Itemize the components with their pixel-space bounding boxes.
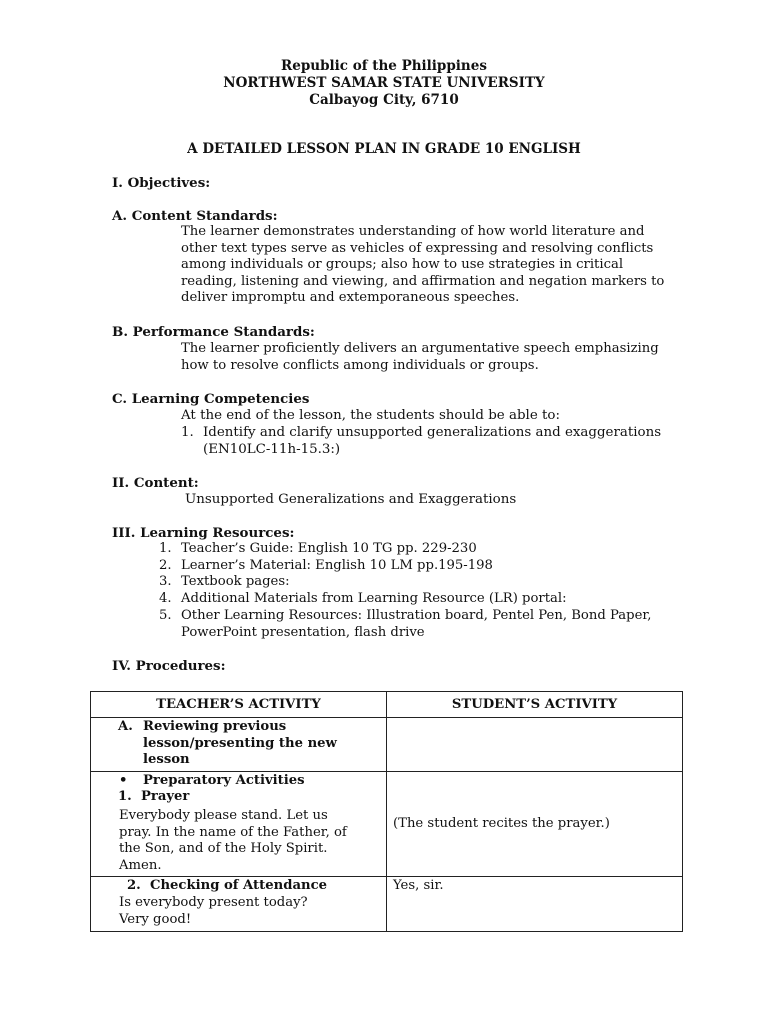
preparatory-activities — [118, 773, 382, 790]
prayer-line: Amen. — [119, 857, 162, 873]
content-standards-line: among individuals or groups; also how to use strategies in critical — [181, 257, 624, 272]
objectives-heading: I. Objectives: — [112, 175, 211, 191]
header-city: Calbayog City, 6710 — [309, 92, 459, 108]
content-standards-line: other text types serve as vehicles of expressing and resolving conflicts — [181, 240, 654, 256]
performance-standards-line: how to resolve conflicts among individuals or groups. — [181, 357, 539, 373]
resource-text: Other Learning Resources: Illustration board, Pentel Pen, Bond Paper, — [181, 607, 652, 623]
resource-text-continued: PowerPoint presentation, flash drive — [181, 624, 425, 640]
row-a-line: lesson — [143, 752, 190, 768]
learning-competencies-intro: At the end of the lesson, the students should be able to: — [181, 408, 560, 423]
procedures-table — [90, 691, 683, 932]
list-number: 4. — [159, 591, 172, 607]
student-cell — [387, 771, 683, 877]
table-row — [91, 718, 683, 772]
row-a-line: Reviewing previous — [143, 719, 287, 734]
list-item — [159, 574, 679, 591]
procedures-heading: IV. Procedures: — [112, 658, 226, 674]
list-item — [159, 558, 679, 575]
row-a-line: lesson/presenting the new — [143, 735, 337, 751]
student-cell — [387, 877, 683, 932]
prayer-teacher-text — [91, 808, 386, 876]
preparatory-activities-label: Preparatory Activities — [143, 772, 305, 788]
row-a-label: A. — [118, 719, 133, 734]
list-number: 2. — [159, 557, 172, 573]
content-standards-line: The learner demonstrates understanding of how world literature and — [181, 224, 645, 239]
prayer-label: 1. Prayer — [118, 789, 190, 805]
list-number: 1. — [159, 541, 172, 556]
prayer-line: pray. In the name of the Father, of — [119, 824, 347, 840]
resource-text: Teacher’s Guide: English 10 TG pp. 229-230 — [181, 541, 477, 556]
teacher-cell — [91, 718, 387, 772]
prayer-student-response: (The student recites the prayer.) — [393, 815, 610, 831]
prayer-line: the Son, and of the Holy Spirit. — [119, 841, 328, 857]
content-standards-line: reading, listening and viewing, and affirmation and negation markers to — [181, 273, 665, 289]
resource-text: Textbook pages: — [181, 574, 290, 590]
attendance-line: Is everybody present today? — [119, 894, 308, 910]
attendance-student-response: Yes, sir. — [393, 878, 444, 894]
table-row — [91, 771, 683, 877]
performance-standards-heading: B. Performance Standards: — [112, 324, 315, 340]
row-a-text — [91, 718, 386, 771]
prayer-line: Everybody please stand. Let us — [119, 807, 328, 823]
table-header-row — [91, 692, 683, 718]
resource-text: Additional Materials from Learning Resource (LR) portal: — [181, 591, 567, 607]
content-standards-line: deliver impromptu and extemporaneous speeches. — [181, 290, 520, 305]
student-cell — [387, 718, 683, 772]
content-standards-text — [181, 224, 677, 307]
learning-competencies-heading: C. Learning Competencies — [112, 391, 310, 407]
competency-text: Identify and clarify unsupported generalizations and exaggerations — [203, 425, 662, 440]
teacher-cell — [91, 771, 387, 877]
document-title: A DETAILED LESSON PLAN IN GRADE 10 ENGLISH — [187, 141, 581, 157]
resources-list — [159, 541, 679, 641]
content-heading: II. Content: — [112, 475, 199, 491]
list-item — [159, 591, 679, 608]
list-item — [159, 541, 679, 558]
resource-text: Learner’s Material: English 10 LM pp.195-198 — [181, 557, 493, 573]
attendance-line: Very good! — [119, 911, 192, 927]
competency-number: 1. — [181, 425, 194, 440]
list-number: 5. — [159, 607, 172, 623]
list-item — [159, 625, 679, 642]
prep-cell-content — [91, 772, 386, 808]
bullet-icon: • — [119, 772, 128, 788]
resources-heading: III. Learning Resources: — [112, 525, 295, 541]
teacher-cell — [91, 877, 387, 932]
content-topic: Unsupported Generalizations and Exaggerations — [185, 492, 517, 507]
teacher-activity-header: TEACHER’S ACTIVITY — [91, 692, 387, 718]
attendance-teacher-text — [91, 895, 386, 931]
attendance-label: 2. Checking of Attendance — [127, 878, 327, 894]
content-standards-heading: A. Content Standards: — [112, 208, 278, 224]
table-row — [91, 877, 683, 932]
student-activity-header: STUDENT’S ACTIVITY — [387, 692, 683, 718]
header-republic: Republic of the Philippines — [281, 58, 487, 74]
list-item — [159, 608, 679, 625]
competency-code: (EN10LC-11h-15.3:) — [203, 442, 341, 457]
performance-standards-line: The learner proficiently delivers an argumentative speech emphasizing — [181, 341, 659, 356]
list-number: 3. — [159, 574, 172, 590]
performance-standards-text — [181, 341, 677, 374]
header-university: NORTHWEST SAMAR STATE UNIVERSITY — [223, 75, 545, 91]
